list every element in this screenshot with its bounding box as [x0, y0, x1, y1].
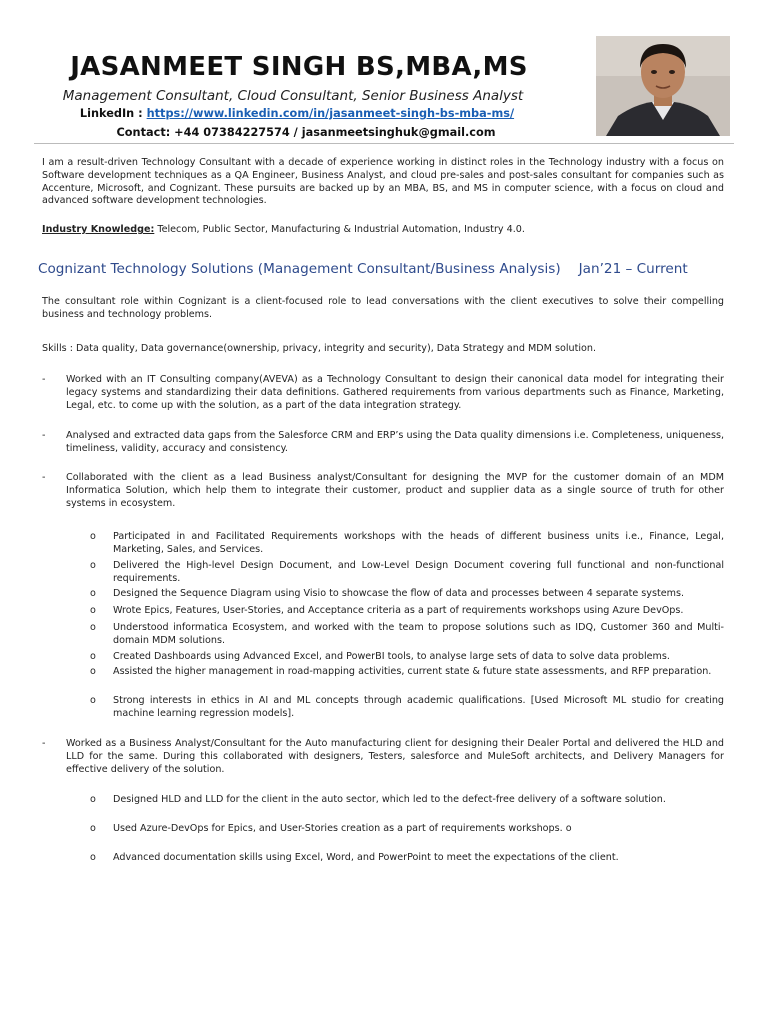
linkedin-line [0, 107, 594, 120]
circle-marker: o [90, 651, 96, 662]
sub-bullet-text: Participated in and Facilitated Requirements workshops with the heads of different business units i.e., Finance, Legal, Marketing, Sales, and Services. [113, 531, 724, 555]
resume-name: JASANMEET SINGH BS,MBA,MS [70, 52, 528, 82]
circle-marker: o [90, 622, 96, 633]
job-title: Cognizant Technology Solutions (Management Consultant/Business Analysis) [38, 261, 561, 277]
header-divider [34, 143, 734, 144]
sub-bullet-text: Strong interests in ethics in AI and ML concepts through academic qualifications. [Used Microsoft ML studio for creating machine learning regression models]. [113, 695, 724, 719]
sub-bullet-text: Assisted the higher management in road-mapping activities, current state & future state assessments, and RFP preparation. [113, 666, 712, 677]
sub-bullet-text: Designed HLD and LLD for the client in the auto sector, which led to the defect-free delivery of a software solution. [113, 794, 666, 805]
sub-bullet-text: Understood informatica Ecosystem, and worked with the team to propose solutions such as IDQ, Customer 360 and Multi-domain MDM solutions. [113, 622, 724, 646]
circle-marker: o [90, 588, 96, 599]
industry-value: Telecom, Public Sector, Manufacturing & Industrial Automation, Industry 4.0. [154, 224, 525, 235]
sub-bullet-text: Advanced documentation skills using Excel, Word, and PowerPoint to meet the expectations of the client. [113, 852, 619, 863]
sub-bullet-text: Wrote Epics, Features, User-Stories, and Acceptance criteria as a part of requirements workshops using Azure DevOps. [113, 605, 684, 616]
circle-marker: o [90, 666, 96, 677]
bullet-text: Worked with an IT Consulting company(AVEVA) as a Technology Consultant to design their canonical data model for integrating their legacy systems and standardizing their data definitions. Gathered requirements from various departments such as Finance, Marketing, Legal, etc. to come up with the solution, as a part of the data integration strategy. [66, 374, 724, 411]
circle-marker: o [90, 823, 96, 834]
job-heading [38, 261, 738, 277]
industry-label: Industry Knowledge: [42, 224, 155, 235]
contact-line: Contact: +44 07384227574 / jasanmeetsinghuk@gmail.com [116, 126, 496, 139]
job-intro: The consultant role within Cognizant is a client-focused role to lead conversations with the client executives to solve their compelling business and technology problems. [42, 296, 724, 320]
sub-bullet-text: Delivered the High-level Design Document, and Low-Level Design Document covering full functional and non-functional requirements. [113, 560, 724, 584]
bullet-text: Worked as a Business Analyst/Consultant for the Auto manufacturing client for designing their Dealer Portal and delivered the HLD and LLD for the same. During this collaborated with designers, Testers, salesforce and MuleSoft architects, and Delivery Managers for effective delivery of the solution. [66, 738, 724, 775]
circle-marker: o [90, 695, 96, 706]
bullet-text: Analysed and extracted data gaps from the Salesforce CRM and ERP’s using the Data quality dimensions i.e. Completeness, uniqueness, timeliness, validity, accuracy and consistency. [66, 430, 724, 454]
sub-bullet-text: Created Dashboards using Advanced Excel, and PowerBI tools, to analyse large sets of data to solve data problems. [113, 651, 670, 662]
bullet-text: Collaborated with the client as a lead Business analyst/Consultant for designing the MVP for the customer domain of an MDM Informatica Solution, which help them to integrate their customer, product and supplier data as a single source of truth for other systems in ecosystem. [66, 472, 724, 509]
dash-marker: - [42, 374, 46, 385]
sub-bullet-text: Used Azure-DevOps for Epics, and User-Stories creation as a part of requirements workshops. o [113, 823, 572, 834]
circle-marker: o [90, 560, 96, 571]
resume-subtitle: Management Consultant, Cloud Consultant, Senior Business Analyst [62, 88, 524, 104]
industry-knowledge [42, 224, 724, 237]
dash-marker: - [42, 472, 46, 483]
job-dates: Jan’21 – Current [578, 261, 688, 277]
circle-marker: o [90, 794, 96, 805]
dash-marker: - [42, 738, 46, 749]
circle-marker: o [90, 531, 96, 542]
summary-paragraph: I am a result-driven Technology Consultant with a decade of experience working in distinct roles in the Technology industry with a focus on Software development techniques as a QA Engineer, Business Analyst, and cloud pre-sales and post-sales consultant for companies such as Accenture, Microsoft, and Cognizant. These pursuits are backed up by an MBA, BS, and MS in computer science, with a focus on cloud and advanced software development technologies. [42, 157, 724, 207]
sub-bullet-text: Designed the Sequence Diagram using Visio to showcase the flow of data and processes between 4 separate systems. [113, 588, 685, 599]
circle-marker: o [90, 605, 96, 616]
linkedin-label: LinkedIn : [79, 107, 147, 120]
profile-photo [596, 36, 730, 136]
dash-marker: - [42, 430, 46, 441]
circle-marker: o [90, 852, 96, 863]
linkedin-link[interactable]: https://www.linkedin.com/in/jasanmeet-singh-bs-mba-ms/ [146, 107, 515, 120]
job-skills: Skills : Data quality, Data governance(ownership, privacy, integrity and security), Data Strategy and MDM solution. [42, 343, 597, 354]
